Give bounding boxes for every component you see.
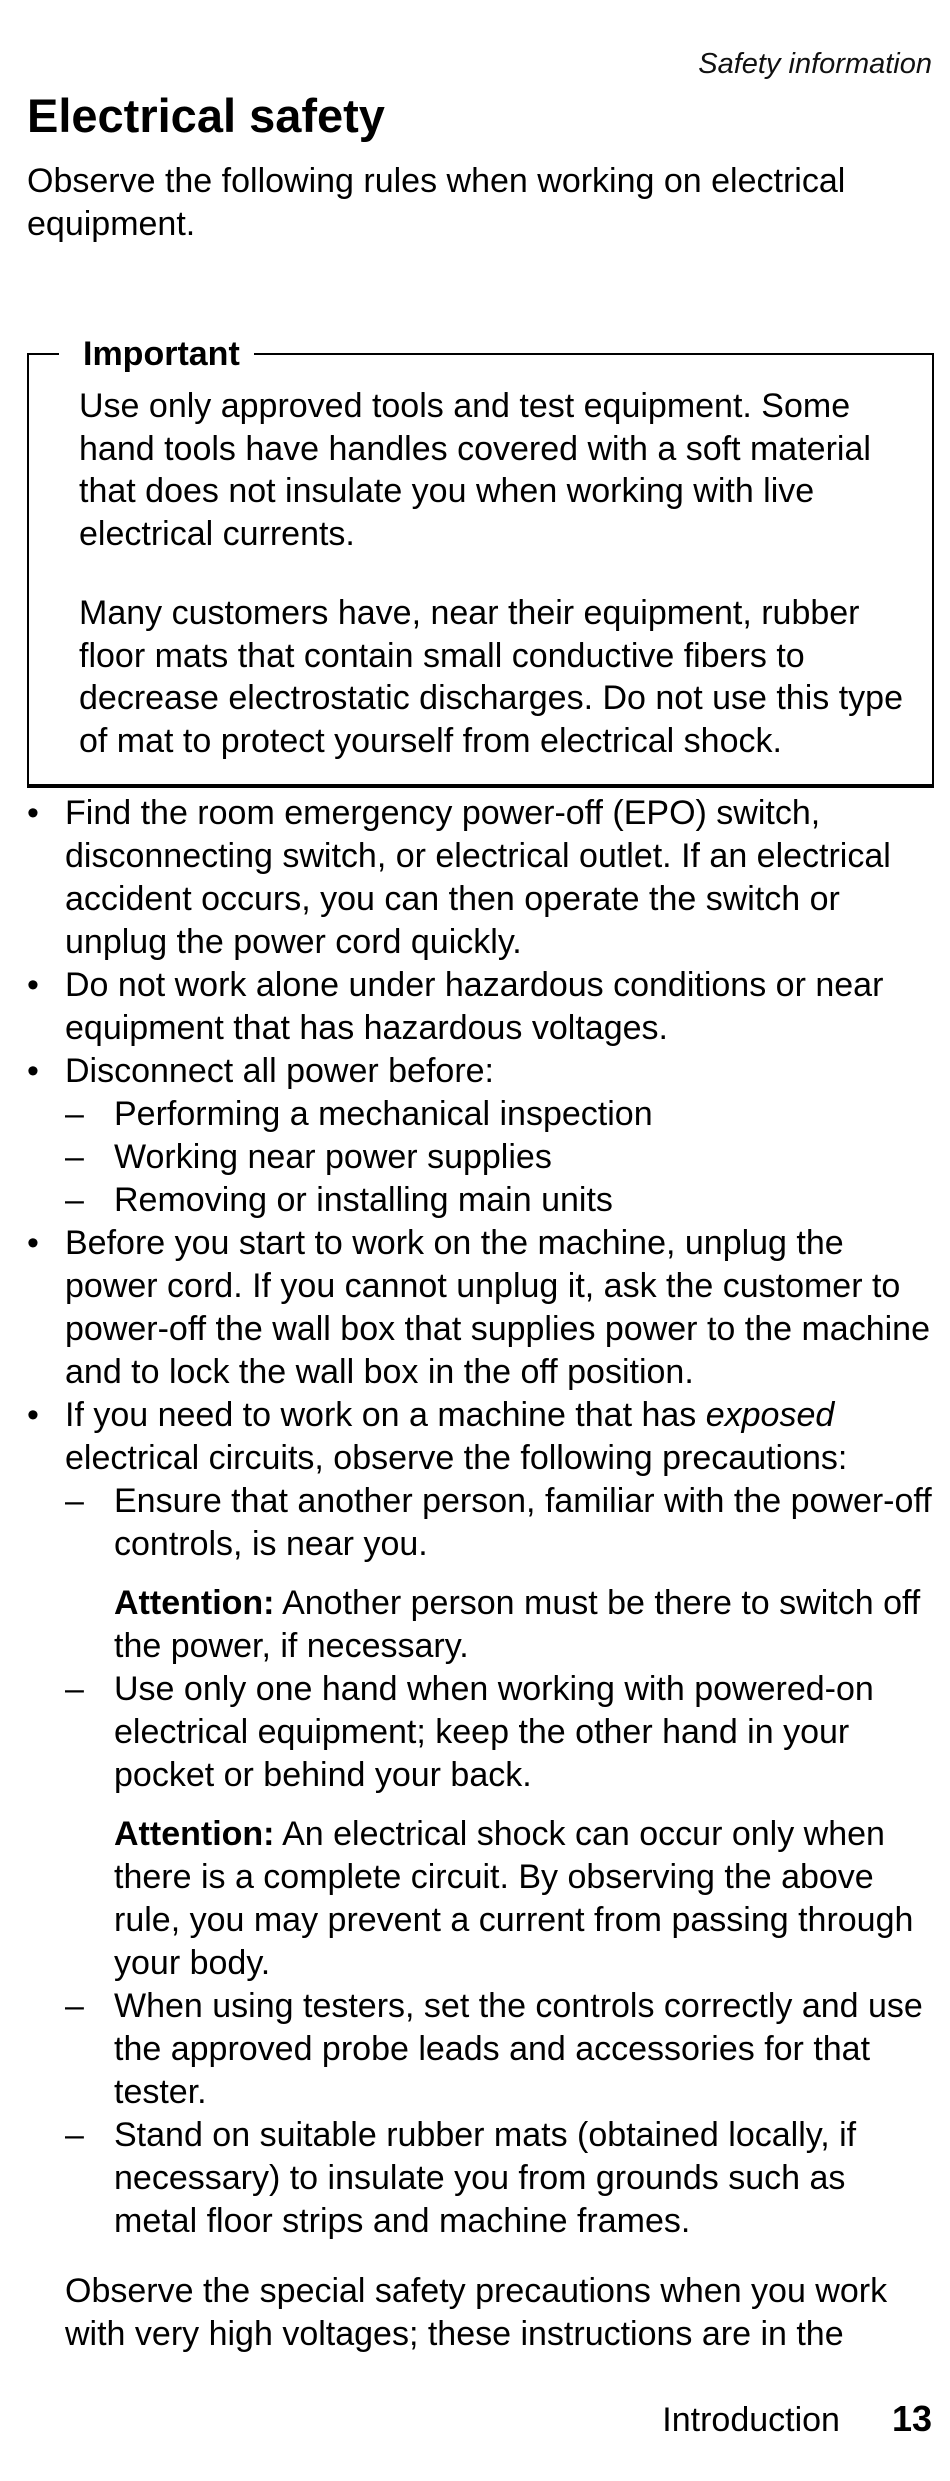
attention-label: Attention: (114, 1584, 275, 1622)
running-header: Safety information (698, 48, 932, 80)
sub-list-item-text: When using testers, set the controls correctly and use the approved probe leads and accessories for that tester. (114, 1987, 923, 2111)
list-item (27, 1050, 937, 1093)
attention-label: Attention: (114, 1815, 275, 1853)
list-item-text: Disconnect all power before: (65, 1052, 495, 1090)
bullet-mark: • (27, 794, 39, 832)
dash-mark: – (65, 1987, 84, 2025)
dash-mark: – (65, 1181, 84, 1219)
important-paragraph-1: Use only approved tools and test equipment. Some hand tools have handles covered with a soft material that does not insulate you when working with live electrical currents. (79, 387, 871, 553)
attention-note (27, 1813, 937, 1985)
list-item-emphasis: exposed (705, 1396, 835, 1434)
important-label: Important (59, 333, 254, 376)
sub-list-item-text: Use only one hand when working with powered-on electrical equipment; keep the other hand in your pocket or behind your back. (114, 1670, 874, 1794)
sub-list-item-text: Removing or installing main units (114, 1181, 613, 1219)
bullet-mark: • (27, 1224, 39, 1262)
page-footer (662, 2397, 932, 2442)
safety-rules-list (27, 792, 937, 2356)
page-title: Electrical safety (27, 89, 385, 142)
page-number: 13 (891, 2398, 932, 2439)
bullet-mark: • (27, 1396, 39, 1434)
attention-text: An electrical shock can occur only when there is a complete circuit. By observing the above rule, you may prevent a current from passing through your body. (114, 1815, 914, 1982)
sub-list-item-text: Working near power supplies (114, 1138, 552, 1176)
dash-mark: – (65, 1482, 84, 1520)
sub-list-item (27, 2114, 937, 2243)
sub-list-item (27, 1093, 937, 1136)
bullet-mark: • (27, 966, 39, 1004)
sub-list-item (27, 1668, 937, 1797)
sub-list-item-text: Performing a mechanical inspection (114, 1095, 653, 1133)
list-item-text: Find the room emergency power-off (EPO) switch, disconnecting switch, or electrical outlet. If an electrical accident occurs, you can then operate the switch or unplug the power cord quickly. (65, 794, 891, 961)
list-item (27, 1394, 937, 1480)
important-bottom-rule (27, 785, 934, 788)
list-item-text-post: electrical circuits, observe the following precautions: (65, 1439, 848, 1477)
closing-paragraph: Observe the special safety precautions when you work with very high voltages; these instructions are in the (65, 2272, 888, 2353)
list-item (27, 792, 937, 964)
dash-mark: – (65, 1670, 84, 1708)
list-item (27, 964, 937, 1050)
dash-mark: – (65, 1095, 84, 1133)
list-item-text: Do not work alone under hazardous conditions or near equipment that has hazardous voltages. (65, 966, 884, 1047)
dash-mark: – (65, 1138, 84, 1176)
sub-list-item-text: Ensure that another person, familiar with the power-off controls, is near you. (114, 1482, 932, 1563)
important-box (27, 335, 934, 786)
sub-list-item (27, 1480, 937, 1566)
attention-note (27, 1582, 937, 1668)
sub-list-item (27, 1985, 937, 2114)
list-item (27, 1222, 937, 1394)
sub-list-item (27, 1179, 937, 1222)
footer-section-title: Introduction (662, 2401, 840, 2439)
list-item-text: Before you start to work on the machine, unplug the power cord. If you cannot unplug it, ask the customer to power-off the wall box that supplies power to the machine and to lock the wall box in the off position. (65, 1224, 930, 1391)
sub-list-item-text: Stand on suitable rubber mats (obtained locally, if necessary) to insulate you from grounds such as metal floor strips and machine frames. (114, 2116, 857, 2240)
bullet-mark: • (27, 1052, 39, 1090)
important-paragraph-2: Many customers have, near their equipment, rubber floor mats that contain small conductive fibers to decrease electrostatic discharges. Do not use this type of mat to protect yourself from electrical shock. (79, 594, 903, 760)
attention-text: Another person must be there to switch off the power, if necessary. (114, 1584, 921, 1665)
sub-list-item (27, 1136, 937, 1179)
intro-paragraph: Observe the following rules when working on electrical equipment. (27, 162, 846, 243)
dash-mark: – (65, 2116, 84, 2154)
list-item-text-pre: If you need to work on a machine that has (65, 1396, 706, 1434)
